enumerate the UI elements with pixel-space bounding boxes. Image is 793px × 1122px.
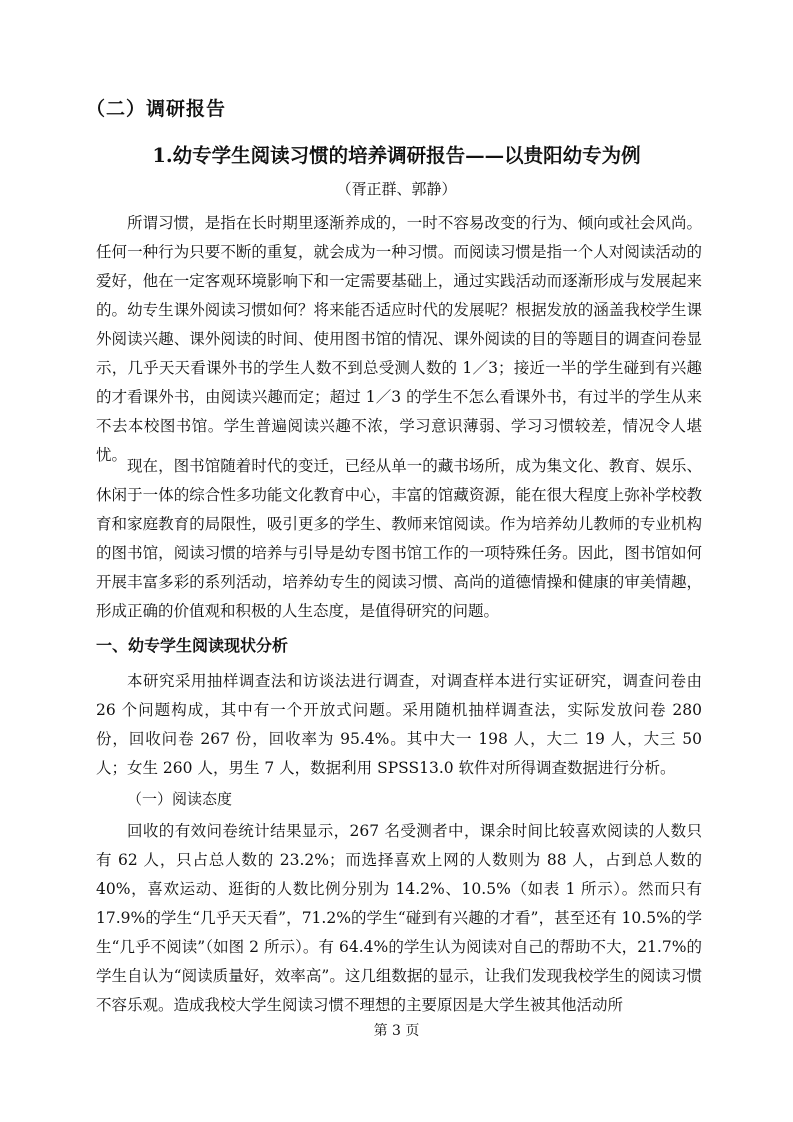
intro-paragraph-1: 所谓习惯，是指在长时期里逐渐养成的，一时不容易改变的行为、倾向或社会风尚。任何一种行为只要不断的重复，就会成为一种习惯。而阅读习惯是指一个人对阅读活动的爱好，他在一定客观环境影响下和一定需要基础上，通过实践活动而逐渐形成与发展起来的。幼专生课外阅读习惯如何？将来能否适应时代的发展呢？根据发放的涵盖我校学生课外阅读兴趣、课外阅读的时间、使用图书馆的情况、课外阅读的目的等题目的调查问卷显示，几乎天天看课外书的学生人数不到总受测人数的 1／3；接近一半的学生碰到有兴趣的才看课外书，由阅读兴趣而定；超过 1／3 的学生不怎么看课外书，有过半的学生从来不去本校图书馆。学生普遍阅读兴趣不浓，学习意识薄弱、学习习惯较差，情况令人堪忧。 [96,214,702,464]
section-heading: 一、幼专学生阅读现状分析 [96,636,289,655]
report-title: 1.幼专学生阅读习惯的培养调研报告——以贵阳幼专为例 [152,144,641,167]
intro-paragraph-2: 现在，图书馆随着时代的变迁，已经从单一的藏书场所，成为集文化、教育、娱乐、休闲于一体的综合性多功能文化教育中心，丰富的馆藏资源，能在很大程度上弥补学校教育和家庭教育的局限性，吸引更多的学生、教师来馆阅读。作为培养幼儿教师的专业机构的图书馆，阅读习惯的培养与引导是幼专图书馆工作的一项特殊任务。因此，图书馆如何开展丰富多彩的系列活动，培养幼专生的阅读习惯、高尚的道德情操和健康的审美情趣，形成正确的价值观和积极的人生态度，是值得研究的问题。 [96,457,702,620]
subsection-heading: （一）阅读态度 [127,790,233,808]
authors-line: （胥正群、郭静） [336,180,457,198]
method-paragraph: 本研究采用抽样调查法和访谈法进行调查，对调查样本进行实证研究，调查问卷由 26 个问题构成，其中有一个开放式问题。采用随机抽样调查法，实际发放问卷 280 份，回收问卷 267 份，回收率为 95.4%。其中大一 198 人，大二 19 人，大三 50 人；女生 260 人，男生 7 人，数据利用 SPSS13.0 软件对所得调查数据进行分析。 [96,672,702,777]
section-title: （二）调研报告 [86,98,227,120]
page-number: 第 3 页 [373,1023,420,1039]
attitude-paragraph: 回收的有效问卷统计结果显示，267 名受测者中，课余时间比较喜欢阅读的人数只有 62 人，只占总人数的 23.2%；而选择喜欢上网的人数则为 88 人，占到总人数的 40%，喜欢运动、逛街的人数比例分别为 14.2%、10.5%（如表 1 所示）。然而只有 17.9%的学生“几乎天天看”，71.2%的学生“碰到有兴趣的才看”，甚至还有 10.5%的学生“几乎不阅读”（如图 2 所示）。有 64.4%的学生认为阅读对自己的帮助不大，21.7%的学生自认为“阅读质量好，效率高”。这几组数据的显示，让我们发现我校学生的阅读习惯不容乐观。造成我校大学生阅读习惯不理想的主要原因是大学生被其他活动所 [96,822,702,1014]
